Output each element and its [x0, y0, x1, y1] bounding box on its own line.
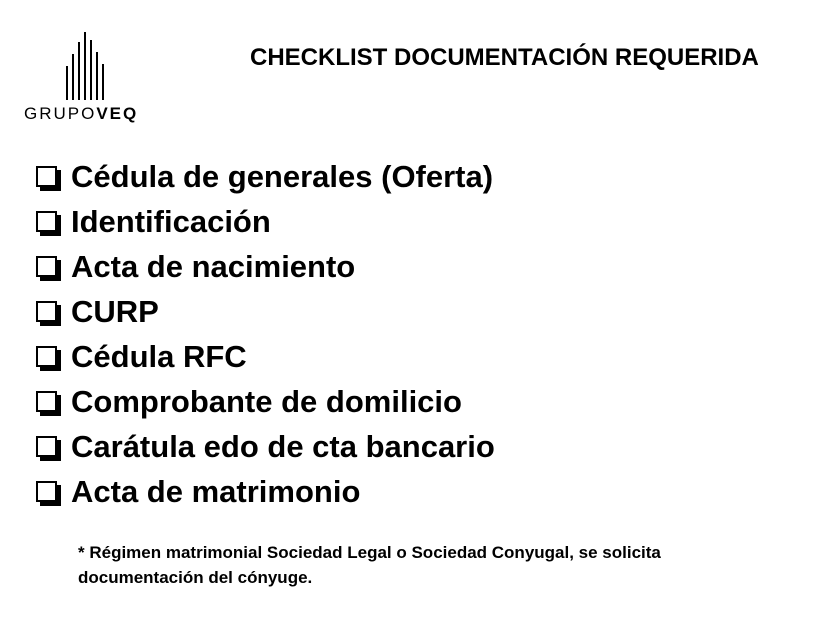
company-logo	[24, 30, 149, 126]
logo-text-bold: VEQ	[96, 104, 139, 123]
checklist-item[interactable]	[36, 289, 495, 334]
checklist-item[interactable]	[36, 334, 495, 379]
checklist-item-label: Carátula edo de cta bancario	[71, 428, 495, 464]
checklist-item-label: CURP	[71, 293, 159, 329]
logo-text-light: GRUPO	[24, 104, 97, 123]
footnote: * Régimen matrimonial Sociedad Legal o Sociedad Conyugal, se solicita documentación del cónyuge.	[78, 543, 661, 587]
checklist-item-label: Cédula de generales (Oferta)	[71, 158, 494, 194]
checklist-item-label: Comprobante de domilicio	[71, 383, 462, 419]
checkbox-icon[interactable]	[36, 481, 57, 502]
checkbox-icon[interactable]	[36, 256, 57, 277]
checkbox-icon[interactable]	[36, 391, 57, 412]
logo-wordmark	[24, 104, 149, 124]
checklist-item[interactable]	[36, 379, 495, 424]
checklist-item[interactable]	[36, 154, 495, 199]
checklist-item[interactable]	[36, 244, 495, 289]
checklist-item[interactable]	[36, 424, 495, 469]
checkbox-icon[interactable]	[36, 211, 57, 232]
checklist-item-label: Cédula RFC	[71, 338, 247, 374]
checklist-item[interactable]	[36, 469, 495, 514]
checklist-item-label: Acta de nacimiento	[71, 248, 356, 284]
checklist-item-label: Acta de matrimonio	[71, 473, 361, 509]
checkbox-icon[interactable]	[36, 166, 57, 187]
checklist-item[interactable]	[36, 199, 495, 244]
checkbox-icon[interactable]	[36, 436, 57, 457]
page-title: CHECKLIST DOCUMENTACIÓN REQUERIDA	[250, 44, 759, 71]
checklist-item-label: Identificación	[71, 203, 271, 239]
document-checklist	[36, 154, 495, 514]
checkbox-icon[interactable]	[36, 301, 57, 322]
building-bars-icon	[64, 30, 104, 100]
checkbox-icon[interactable]	[36, 346, 57, 367]
